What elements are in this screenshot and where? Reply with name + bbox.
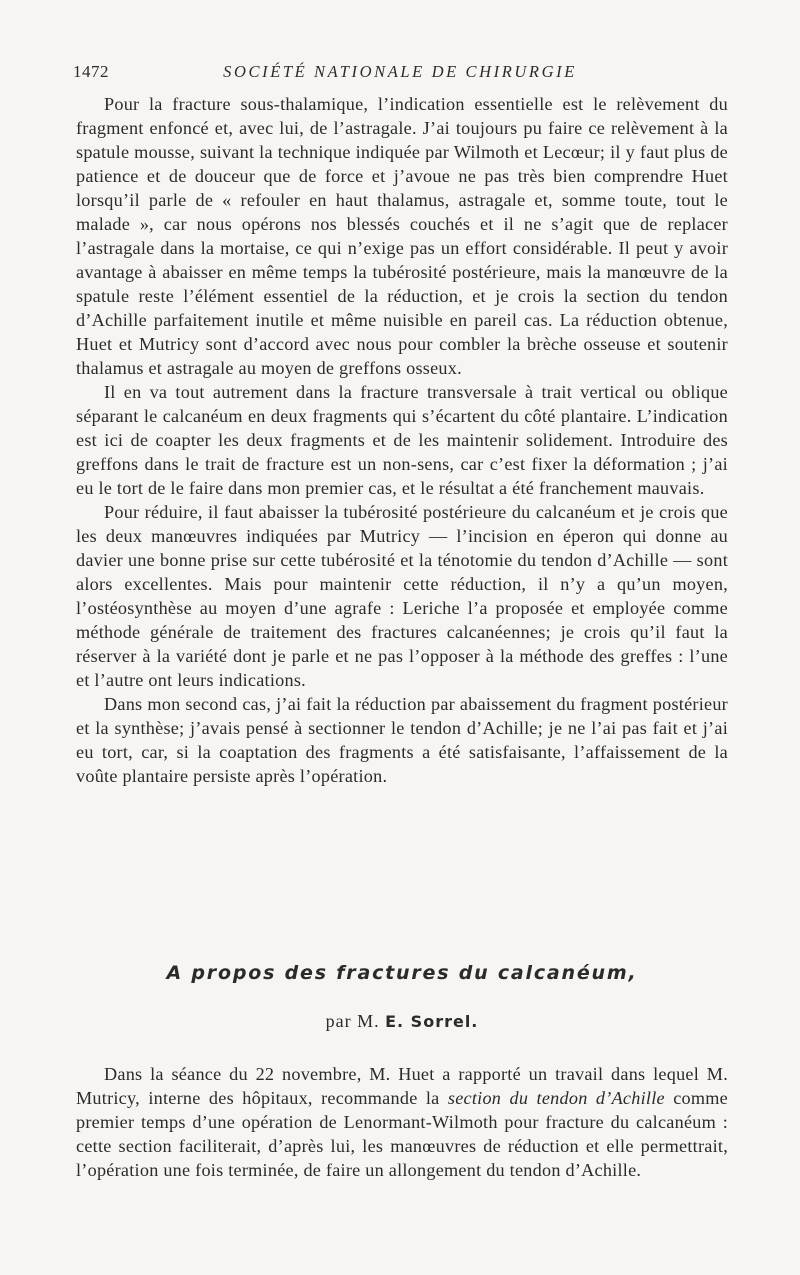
page-number: 1472 [73, 62, 109, 81]
paragraph-5-part2: comme premier temps d’une opération de Lenormant-Wilmoth pour fracture du calcanéum : cette section faciliterait, d’après lui, les manœuvres de réduction et elle permettrait, l’opération une fois terminée, de faire un allongement du tendon d’Achille. [76, 1088, 728, 1180]
paragraph-5-part1: Dans la séance du 22 novembre, M. Huet a rapporté un travail dans lequel M. Mutricy, interne des hôpitaux, recommande la [76, 1064, 728, 1108]
author-name: E. Sorrel. [385, 1012, 479, 1031]
byline [76, 1011, 728, 1032]
paragraph-1: Pour la fracture sous-thalamique, l’indication essentielle est le relèvement du fragment enfoncé et, avec lui, de l’astragale. J’ai toujours pu faire ce relèvement à la spatule mousse, suivant la technique indiquée par Wilmoth et Lecœur; il y faut plus de patience et de douceur que de force et j’avoue ne pas très bien comprendre Huet lorsqu’il parle de « refouler en haut thalamus, astragale et, somme toute, tout le malade », car nous opérons nos blessés couchés et il ne s’agit que de replacer l’astragale dans la mortaise, ce qui n’exige pas un effort considérable. Il peut y avoir avantage à abaisser en même temps la tubérosité postérieure, mais la manœuvre de la spatule reste l’élément essentiel de la réduction, et je crois la section du tendon d’Achille parfaitement inutile et même nuisible en pareil cas. La réduction obtenue, Huet et Mutricy sont d’accord avec nous pour combler la brèche osseuse et soutenir thalamus et astragale au moyen de greffons osseux. [76, 94, 728, 378]
paragraph-2: Il en va tout autrement dans la fracture transversale à trait vertical ou oblique séparant le calcanéum en deux fragments qui s’écartent du côté plantaire. L’indication est ici de coapter les deux fragments et de les maintenir solidement. Introduire des greffons dans le trait de fracture est un non-sens, car c’est fixer la déformation ; j’ai eu le tort de le faire dans mon premier cas, et le résultat a été franchement mauvais. [76, 382, 728, 498]
page-header [73, 62, 727, 86]
byline-prefix: par M. [325, 1011, 380, 1031]
paragraph-3: Pour réduire, il faut abaisser la tubérosité postérieure du calcanéum et je crois que les deux manœuvres indiquées par Mutricy — l’incision en éperon qui donne au davier une bonne prise sur cette tubérosité et la ténotomie du tendon d’Achille — sont alors excellentes. Mais pour maintenir cette réduction, il n’y a qu’un moyen, l’ostéosynthèse au moyen d’une agrafe : Leriche l’a proposée et employée comme méthode générale de traitement des fractures calcanéennes; je crois qu’il faut la réserver à la variété dont je parle et ne pas l’opposer à la méthode des greffes : l’une et l’autre ont leurs indications. [76, 502, 728, 690]
article-text [76, 1062, 728, 1182]
main-text [76, 92, 728, 788]
paragraph-5-italic: section du tendon d’Achille [447, 1088, 665, 1108]
article-title: A propos des fractures du calcanéum, [166, 962, 638, 984]
running-head: SOCIÉTÉ NATIONALE DE CHIRURGIE [223, 62, 577, 81]
paragraph-5 [76, 1062, 728, 1182]
paragraph-4: Dans mon second cas, j’ai fait la réduction par abaissement du fragment postérieur et la synthèse; j’avais pensé à sectionner le tendon d’Achille; je ne l’ai pas fait et j’ai eu tort, car, si la coaptation des fragments a été satisfaisante, l’affaissement de la voûte plantaire persiste après l’opération. [76, 694, 728, 786]
